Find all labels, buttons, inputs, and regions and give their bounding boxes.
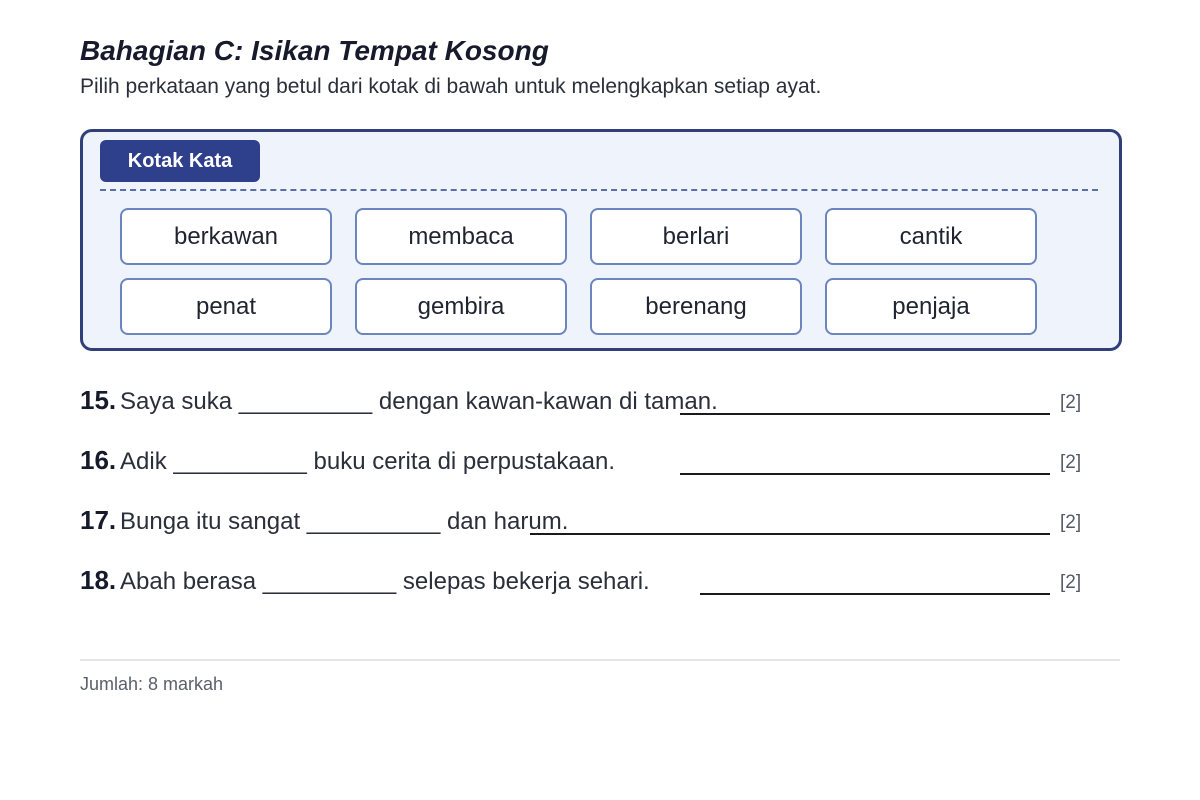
word-chip[interactable]: berkawan [120, 208, 332, 265]
question-marks: [2] [1060, 452, 1082, 473]
question-number: 15. [80, 385, 117, 415]
question-number: 17. [80, 505, 117, 535]
question-number: 18. [80, 565, 117, 595]
word-box-label: Kotak Kata [100, 140, 260, 182]
answer-line[interactable] [530, 533, 1050, 535]
word-box [80, 129, 1122, 351]
word-chip[interactable]: berenang [590, 278, 802, 335]
answer-line[interactable] [680, 473, 1050, 475]
section-title: Bahagian C: Isikan Tempat Kosong [80, 35, 549, 66]
word-chip[interactable]: penjaja [825, 278, 1037, 335]
word-chip[interactable]: penat [120, 278, 332, 335]
word-box-divider [100, 189, 1098, 191]
worksheet-page [80, 34, 1120, 694]
question-marks: [2] [1060, 392, 1082, 413]
question-17 [80, 504, 1120, 544]
word-chip[interactable]: gembira [355, 278, 567, 335]
question-15 [80, 384, 1120, 424]
word-grid [120, 208, 1037, 335]
answer-line[interactable] [680, 413, 1050, 415]
word-chip[interactable]: membaca [355, 208, 567, 265]
question-text: Abah berasa __________ selepas bekerja sehari. [120, 568, 650, 595]
question-18 [80, 564, 1120, 604]
answer-line[interactable] [700, 593, 1050, 595]
question-marks: [2] [1060, 572, 1082, 593]
section-instruction: Pilih perkataan yang betul dari kotak di bawah untuk melengkapkan setiap ayat. [80, 75, 822, 98]
footer-divider [80, 659, 1120, 661]
question-text: Bunga itu sangat __________ dan harum. [120, 508, 569, 535]
question-16 [80, 444, 1120, 484]
question-marks: [2] [1060, 512, 1082, 533]
word-chip[interactable]: cantik [825, 208, 1037, 265]
word-chip[interactable]: berlari [590, 208, 802, 265]
question-number: 16. [80, 445, 117, 475]
question-text: Saya suka __________ dengan kawan-kawan di taman. [120, 388, 718, 415]
total-marks: Jumlah: 8 markah [80, 674, 224, 694]
question-text: Adik __________ buku cerita di perpustakaan. [120, 448, 616, 475]
